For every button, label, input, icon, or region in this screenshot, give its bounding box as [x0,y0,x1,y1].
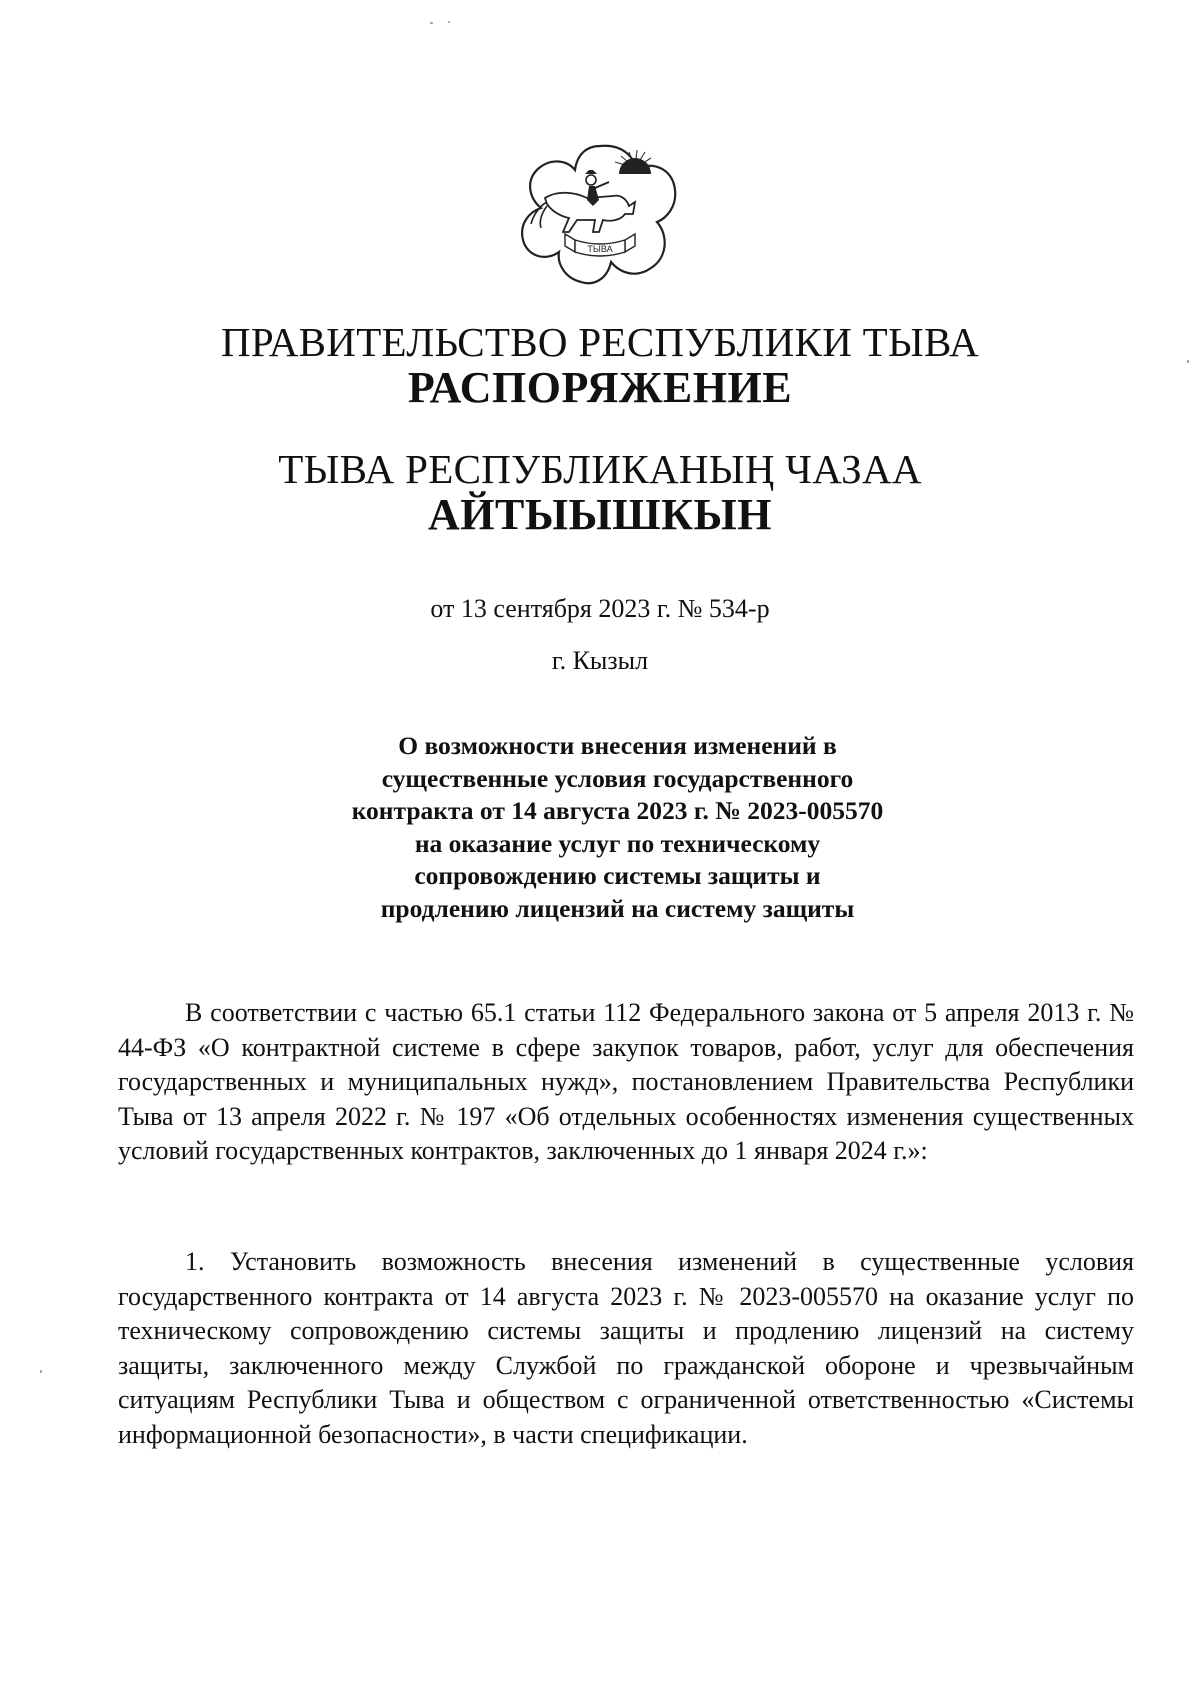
title-line: на оказание услуг по техническому [414,828,821,858]
document-type-ru: РАСПОРЯЖЕНИЕ [407,363,793,412]
title-line: О возможности внесения изменений в [398,731,837,760]
scan-artifact [1187,360,1189,363]
document-title [330,730,905,925]
scan-artifact [430,22,433,24]
document-type-tyv: АЙТЫЫШКЫН [428,490,772,539]
title-line: контракта от 14 августа 2023 г. № 2023-005570 [351,796,884,825]
tyva-emblem-icon [517,140,683,288]
svg-text:ТЫВА: ТЫВА [587,244,613,254]
title-line: сопровождению системы защиты и [414,861,821,890]
document-city: г. Кызыл [551,646,649,675]
title-line: существенные условия государственного [381,763,854,793]
government-title-tyv: ТЫВА РЕСПУБЛИКАНЫҢ ЧАЗАА [278,446,922,492]
preamble-paragraph: В соответствии с частью 65.1 статьи 112 Федерального закона от 5 апреля 2013 г. № 44-ФЗ «О контрактной системе в сфере закупок товаров, работ, услуг для обеспечения государственных и муниципальных нужд», постановлением Правительства Республики Тыва от 13 апреля 2022 г. № 197 «Об отдельных особенностях изменения существенных условий государственных контрактов, заключенных до 1 января 2024 г.»: [118,998,1134,1165]
scan-artifact [40,1370,42,1373]
government-title-ru: ПРАВИТЕЛЬСТВО РЕСПУБЛИКИ ТЫВА [220,319,980,365]
document-date-number: от 13 сентября 2023 г. № 534-р [430,594,770,623]
scan-artifact [448,21,450,23]
item-1-paragraph: 1. Установить возможность внесения изменений в существенные условия государственного контракта от 14 августа 2023 г. № 2023-005570 на оказание услуг по техническому сопровождению системы защиты и продлению лицензий на систему защиты, заключенного между Службой по гражданской обороне и чрезвычайным ситуациям Республики Тыва и обществом с ограниченной ответственностью «Системы информационной безопасности», в части спецификации. [118,1247,1134,1449]
title-line: продлению лицензий на систему защиты [380,893,855,923]
